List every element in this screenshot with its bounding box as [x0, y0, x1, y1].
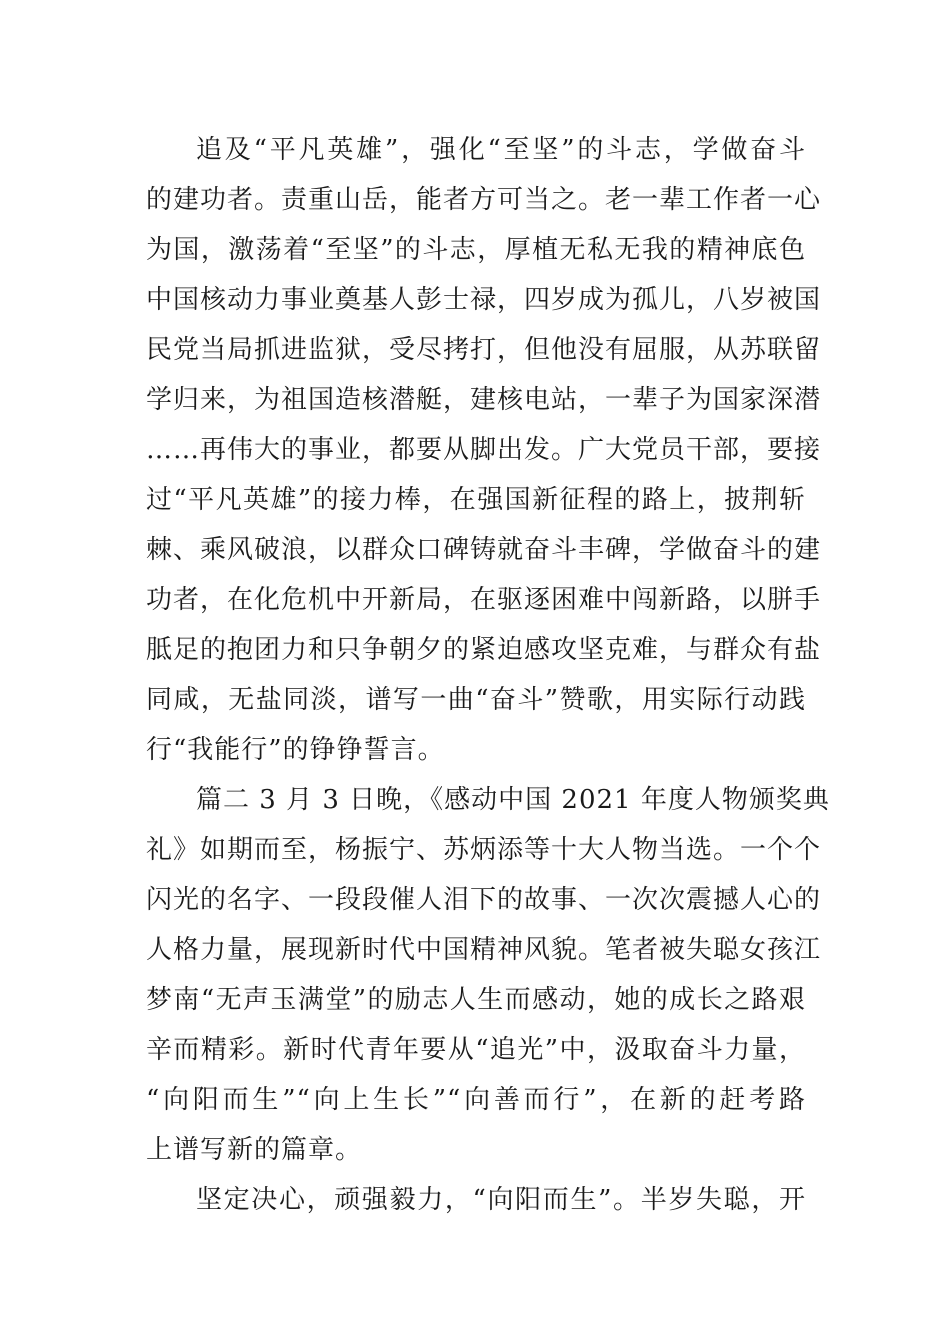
- text-line: “向阳而生”“向上生长”“向善而行”，在新的赶考路: [146, 1085, 806, 1115]
- text-line: 过“平凡英雄”的接力棒，在强国新征程的路上，披荆斩: [146, 485, 806, 515]
- text-line: 礼》如期而至，杨振宁、苏炳添等十大人物当选。一个个: [146, 835, 822, 865]
- text-line: 功者，在化危机中开新局，在驱逐困难中闯新路，以胼手: [146, 585, 822, 615]
- text-line: 追及“平凡英雄”，强化“至坚”的斗志，学做奋斗: [196, 135, 806, 165]
- text-line: 棘、乘风破浪，以群众口碑铸就奋斗丰碑，学做奋斗的建: [146, 535, 822, 565]
- text-line: 闪光的名字、一段段催人泪下的故事、一次次震撼人心的: [146, 885, 822, 915]
- text-line: 坚定决心，顽强毅力，“向阳而生”。半岁失聪，开: [196, 1185, 806, 1215]
- text-line: 篇二 3 月 3 日晚，《感动中国 2021 年度人物颁奖典: [196, 785, 830, 815]
- text-line: 胝足的抱团力和只争朝夕的紧迫感攻坚克难，与群众有盐: [146, 635, 822, 665]
- text-line: 学归来，为祖国造核潜艇，建核电站，一辈子为国家深潜: [146, 385, 822, 415]
- text-line: 同咸，无盐同淡，谱写一曲“奋斗”赞歌，用实际行动践: [146, 685, 806, 715]
- text-line: 梦南“无声玉满堂”的励志人生而感动，她的成长之路艰: [146, 985, 806, 1015]
- text-line: ……再伟大的事业，都要从脚出发。广大党员干部，要接: [146, 435, 822, 465]
- text-line: 民党当局抓进监狱，受尽拷打，但他没有屈服，从苏联留: [146, 335, 822, 365]
- text-line: 人格力量，展现新时代中国精神风貌。笔者被失聪女孩江: [146, 935, 822, 965]
- text-line: 辛而精彩。新时代青年要从“追光”中，汲取奋斗力量，: [146, 1035, 806, 1065]
- text-line: 为国，激荡着“至坚”的斗志，厚植无私无我的精神底色: [146, 235, 806, 265]
- text-line: 的建功者。责重山岳，能者方可当之。老一辈工作者一心: [146, 185, 822, 215]
- text-line: 中国核动力事业奠基人彭士禄，四岁成为孤儿，八岁被国: [146, 285, 822, 315]
- text-line: 行“我能行”的铮铮誓言。: [146, 735, 445, 765]
- text-line: 上谱写新的篇章。: [146, 1135, 363, 1165]
